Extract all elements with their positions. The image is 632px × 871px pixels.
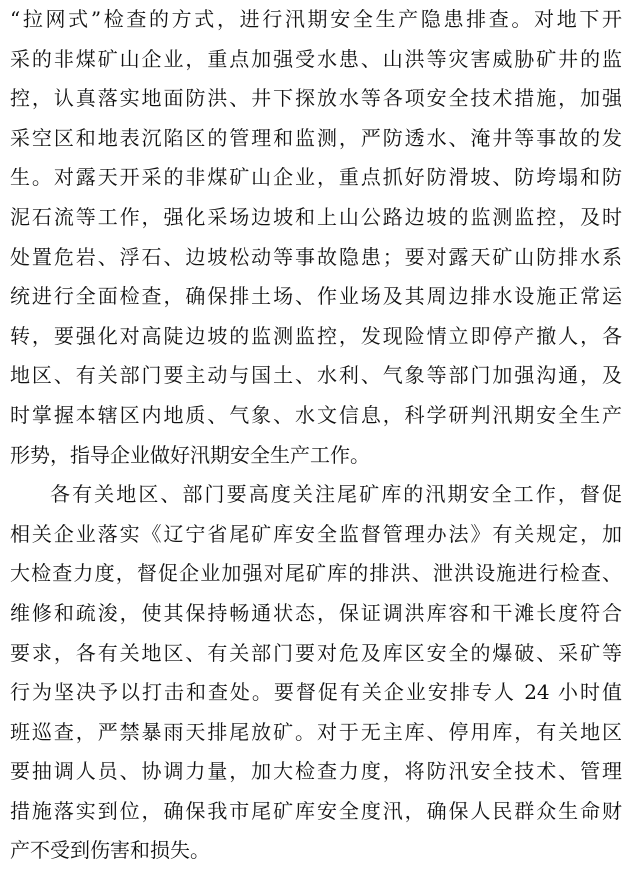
text-line: 生。对露天开采的非煤矿山企业，重点抓好防滑坡、防垮塌和防 [10, 165, 622, 190]
text-line: 处置危岩、浮石、边坡松动等事故隐患；要对露天矿山防排水系 [10, 244, 622, 269]
text-line: 采空区和地表沉陷区的管理和监测，严防透水、淹井等事故的发 [10, 125, 622, 150]
text-line: 各有关地区、部门要高度关注尾矿库的汛期安全工作，督促 [50, 482, 622, 507]
text-line: 形势，指导企业做好汛期安全生产工作。 [10, 442, 370, 467]
text-line: 产不受到伤害和损失。 [10, 838, 210, 863]
text-line: 泥石流等工作，强化采场边坡和上山公路边坡的监测监控，及时 [10, 204, 622, 229]
text-line: 时掌握本辖区内地质、气象、水文信息，科学研判汛期安全生产 [10, 402, 622, 427]
text-line: 要抽调人员、协调力量，加大检查力度，将防汛安全技术、管理 [10, 759, 622, 784]
text-line: 控，认真落实地面防洪、井下探放水等各项安全技术措施，加强 [10, 86, 622, 111]
text-line: 相关企业落实《辽宁省尾矿库安全监督管理办法》有关规定，加 [10, 521, 622, 546]
text-line: 大检查力度，督促企业加强对尾矿库的排洪、泄洪设施进行检查、 [10, 561, 622, 586]
text-line: “拉网式”检查的方式，进行汛期安全生产隐患排查。对地下开 [10, 7, 622, 31]
text-line: 维修和疏浚，使其保持畅通状态，保证调洪库容和干滩长度符合 [10, 600, 622, 625]
text-line: 地区、有关部门要主动与国土、水利、气象等部门加强沟通，及 [10, 363, 622, 388]
text-line: 采的非煤矿山企业，重点加强受水患、山洪等灾害威胁矿井的监 [10, 46, 622, 71]
text-line: 行为坚决予以打击和查处。要督促有关企业安排专人 24 小时值 [10, 680, 622, 705]
text-line: 措施落实到位，确保我市尾矿库安全度汛，确保人民群众生命财 [10, 798, 622, 823]
text-line: 班巡查，严禁暴雨天排尾放矿。对于无主库、停用库，有关地区 [10, 719, 622, 744]
text-line: 要求，各有关地区、有关部门要对危及库区安全的爆破、采矿等 [10, 640, 622, 665]
text-line: 转，要强化对高陡边坡的监测监控，发现险情立即停产撤人，各 [10, 323, 622, 348]
text-line: 统进行全面检查，确保排土场、作业场及其周边排水设施正常运 [10, 284, 622, 309]
